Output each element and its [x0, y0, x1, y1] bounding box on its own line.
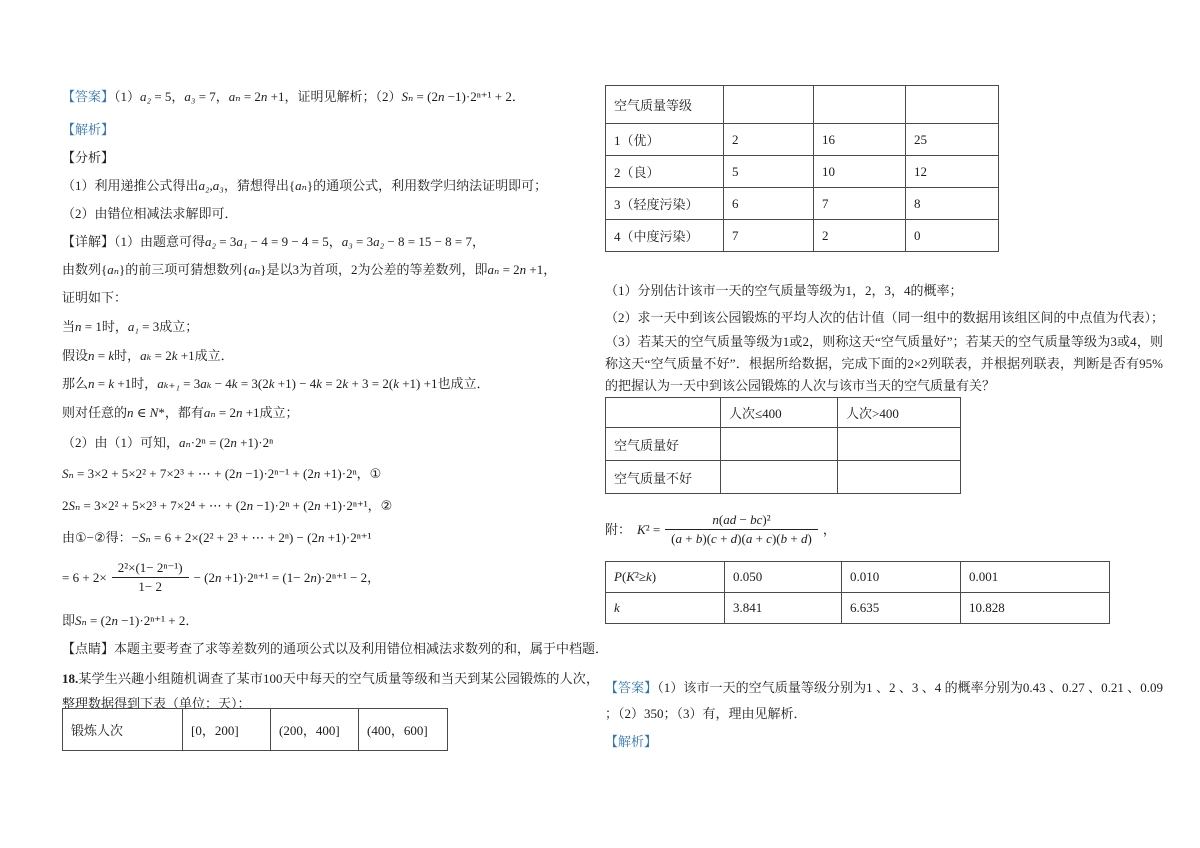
table-cell: [0，200]	[183, 709, 271, 751]
table-cell: k	[606, 593, 725, 624]
detail-line: 则对任意的n ∈ N*，都有aₙ = 2n +1成立；	[62, 405, 299, 420]
dianjing-line: 【点睛】本题主要考查了求等差数列的通项公式以及利用错位相减法求数列的和，属于中档题．	[62, 641, 609, 656]
table-cell	[814, 86, 906, 124]
answer-line	[62, 88, 525, 105]
table-cell: 6.635	[842, 593, 961, 624]
table-cell	[721, 428, 838, 461]
critical-value-table	[605, 561, 1110, 624]
detail-line: 那么n = k +1时，aₖ₊₁ = 3aₖ − 4k = 3(2k +1) − 4k = 2k + 3 = 2(k +1) +1也成立．	[62, 376, 490, 391]
table-cell: 0.050	[725, 562, 842, 593]
analysis-line: （2）由错位相减法求解即可．	[62, 206, 238, 221]
problem-text: 某学生兴趣小组随机调查了某市100天中每天的空气质量等级和当天到某公园锻炼的人次，整理数据得到下表（单位：天）：	[62, 671, 599, 711]
table-cell: 空气质量好	[606, 428, 721, 461]
answer-text: （1）a₂ = 5，a₃ = 7，aₙ = 2n +1，证明见解析；（2）Sₙ = (2n −1)·2ⁿ⁺¹ + 2．	[114, 89, 525, 104]
table-cell: 3（轻度污染）	[606, 188, 724, 220]
detail-line: （2）由（1）可知，aₙ·2ⁿ = (2n +1)·2ⁿ	[62, 435, 274, 450]
table-cell: P(K²≥k)	[606, 562, 725, 593]
detail-line: 假设n = k时，aₖ = 2k +1成立．	[62, 348, 234, 363]
table-cell: 空气质量不好	[606, 461, 721, 494]
table-cell: 7	[724, 220, 814, 252]
contingency-table	[605, 397, 961, 494]
table-cell: 3.841	[725, 593, 842, 624]
fraction-denominator: 1− 2	[138, 579, 162, 594]
table-cell: 人次≤400	[721, 398, 838, 428]
table-cell: 人次>400	[838, 398, 961, 428]
table-cell: 7	[814, 188, 906, 220]
series-sum-line: Sₙ = 3×2 + 5×2² + 7×2³ + ⋯ + (2n −1)·2ⁿ⁻¹ + (2n +1)·2ⁿ，①	[62, 466, 382, 481]
table-cell: 锻炼人次	[63, 709, 183, 751]
exercise-counts-table	[62, 708, 448, 751]
table-cell	[838, 428, 961, 461]
jiexi-label: 【解析】	[605, 734, 658, 749]
table-cell	[838, 461, 961, 494]
table-cell: 4（中度污染）	[606, 220, 724, 252]
table-cell	[606, 398, 721, 428]
table-cell: 25	[906, 124, 999, 156]
analysis-line: （1）利用递推公式得出a₂,a₃，猜想得出{aₙ}的通项公式，利用数学归纳法证明即可；	[62, 178, 548, 193]
formula-label: 附：	[605, 522, 632, 537]
table-cell: 6	[724, 188, 814, 220]
question-1: （1）分别估计该市一天的空气质量等级为1，2，3，4的概率；	[605, 283, 963, 298]
table-cell: 5	[724, 156, 814, 188]
detail-line: 由①−②得：−Sₙ = 6 + 2×(2² + 2³ + ⋯ + 2ⁿ) − (2n +1)·2ⁿ⁺¹	[62, 530, 372, 545]
table-cell: 1（优）	[606, 124, 724, 156]
table-cell: 0.001	[961, 562, 1110, 593]
fraction-line	[62, 560, 380, 595]
table-cell: 0.010	[842, 562, 961, 593]
table-cell	[721, 461, 838, 494]
question-2: （2）求一天中到该公园锻炼的平均人次的估计值（同一组中的数据用该组区间的中点值为代表）；	[605, 310, 1165, 325]
table-cell: 12	[906, 156, 999, 188]
fraction-numerator: 2²×(1− 2ⁿ⁻¹)	[112, 560, 189, 578]
jiexi-label: 【解析】	[62, 122, 115, 137]
fraction-numerator: n(ad − bc)²	[665, 512, 818, 530]
fenxi-label: 【分析】	[62, 150, 115, 165]
answer-label: 【答案】	[605, 680, 658, 695]
left-column	[62, 88, 609, 808]
detail-line: 由数列{aₙ}的前三项可猜想数列{aₙ}是以3为首项，2为公差的等差数列，即aₙ = 2n +1，	[62, 262, 557, 277]
table-cell: (200，400]	[271, 709, 359, 751]
answer-label: 【答案】	[62, 89, 115, 104]
fraction-denominator: (a + b)(c + d)(a + c)(b + d)	[671, 531, 812, 546]
table-cell: 0	[906, 220, 999, 252]
series-sum-line: 2Sₙ = 3×2² + 5×2³ + 7×2⁴ + ⋯ + (2n −1)·2ⁿ + (2n +1)·2ⁿ⁺¹，②	[62, 498, 393, 513]
k-squared-formula	[605, 512, 836, 547]
formula-comma: ，	[822, 522, 836, 537]
table-cell	[906, 86, 999, 124]
detail-line: 证明如下：	[62, 290, 128, 305]
problem-number: 18.	[62, 671, 79, 686]
detail-line: 当n = 1时，a₁ = 3成立；	[62, 319, 199, 334]
detail-line: 【详解】（1）由题意可得a₂ = 3a₁ − 4 = 9 − 4 = 5，a₃ = 3a₂ − 8 = 15 − 8 = 7，	[62, 234, 485, 249]
answer-text: （1）该市一天的空气质量等级分别为1 、2 、3 、4 的概率分别为0.43 、0.27 、0.21 、0.09 ；（2）350；（3）有，理由见解析．	[605, 680, 1163, 721]
fraction	[665, 512, 818, 547]
aqi-days-table	[605, 85, 999, 252]
table-cell: 16	[814, 124, 906, 156]
detail-line: 即Sₙ = (2n −1)·2ⁿ⁺¹ + 2．	[62, 613, 199, 628]
table-cell: 10.828	[961, 593, 1110, 624]
table-cell: 空气质量等级	[606, 86, 724, 124]
fraction-prefix: = 6 + 2×	[62, 570, 107, 585]
fraction-suffix: − (2n +1)·2ⁿ⁺¹ = (1− 2n)·2ⁿ⁺¹ − 2，	[193, 570, 381, 585]
question-3: （3）若某天的空气质量等级为1或2，则称这天“空气质量好”；若某天的空气质量等级为3或4，则称这天“空气质量不好”．根据所给数据，完成下面的2×2列联表，并根据列联表，判断是否有95%的把握认为一天中到该公园锻炼的人次与该市当天的空气质量有关？	[605, 334, 1163, 393]
table-cell: 10	[814, 156, 906, 188]
table-cell: 2	[724, 124, 814, 156]
table-cell: 2（良）	[606, 156, 724, 188]
table-cell: (400，600]	[359, 709, 448, 751]
table-cell: 8	[906, 188, 999, 220]
answer-line	[605, 675, 1163, 727]
table-cell	[724, 86, 814, 124]
right-column	[605, 85, 1163, 825]
table-cell: 2	[814, 220, 906, 252]
fraction	[112, 560, 189, 595]
formula-lhs: K² =	[637, 522, 661, 537]
